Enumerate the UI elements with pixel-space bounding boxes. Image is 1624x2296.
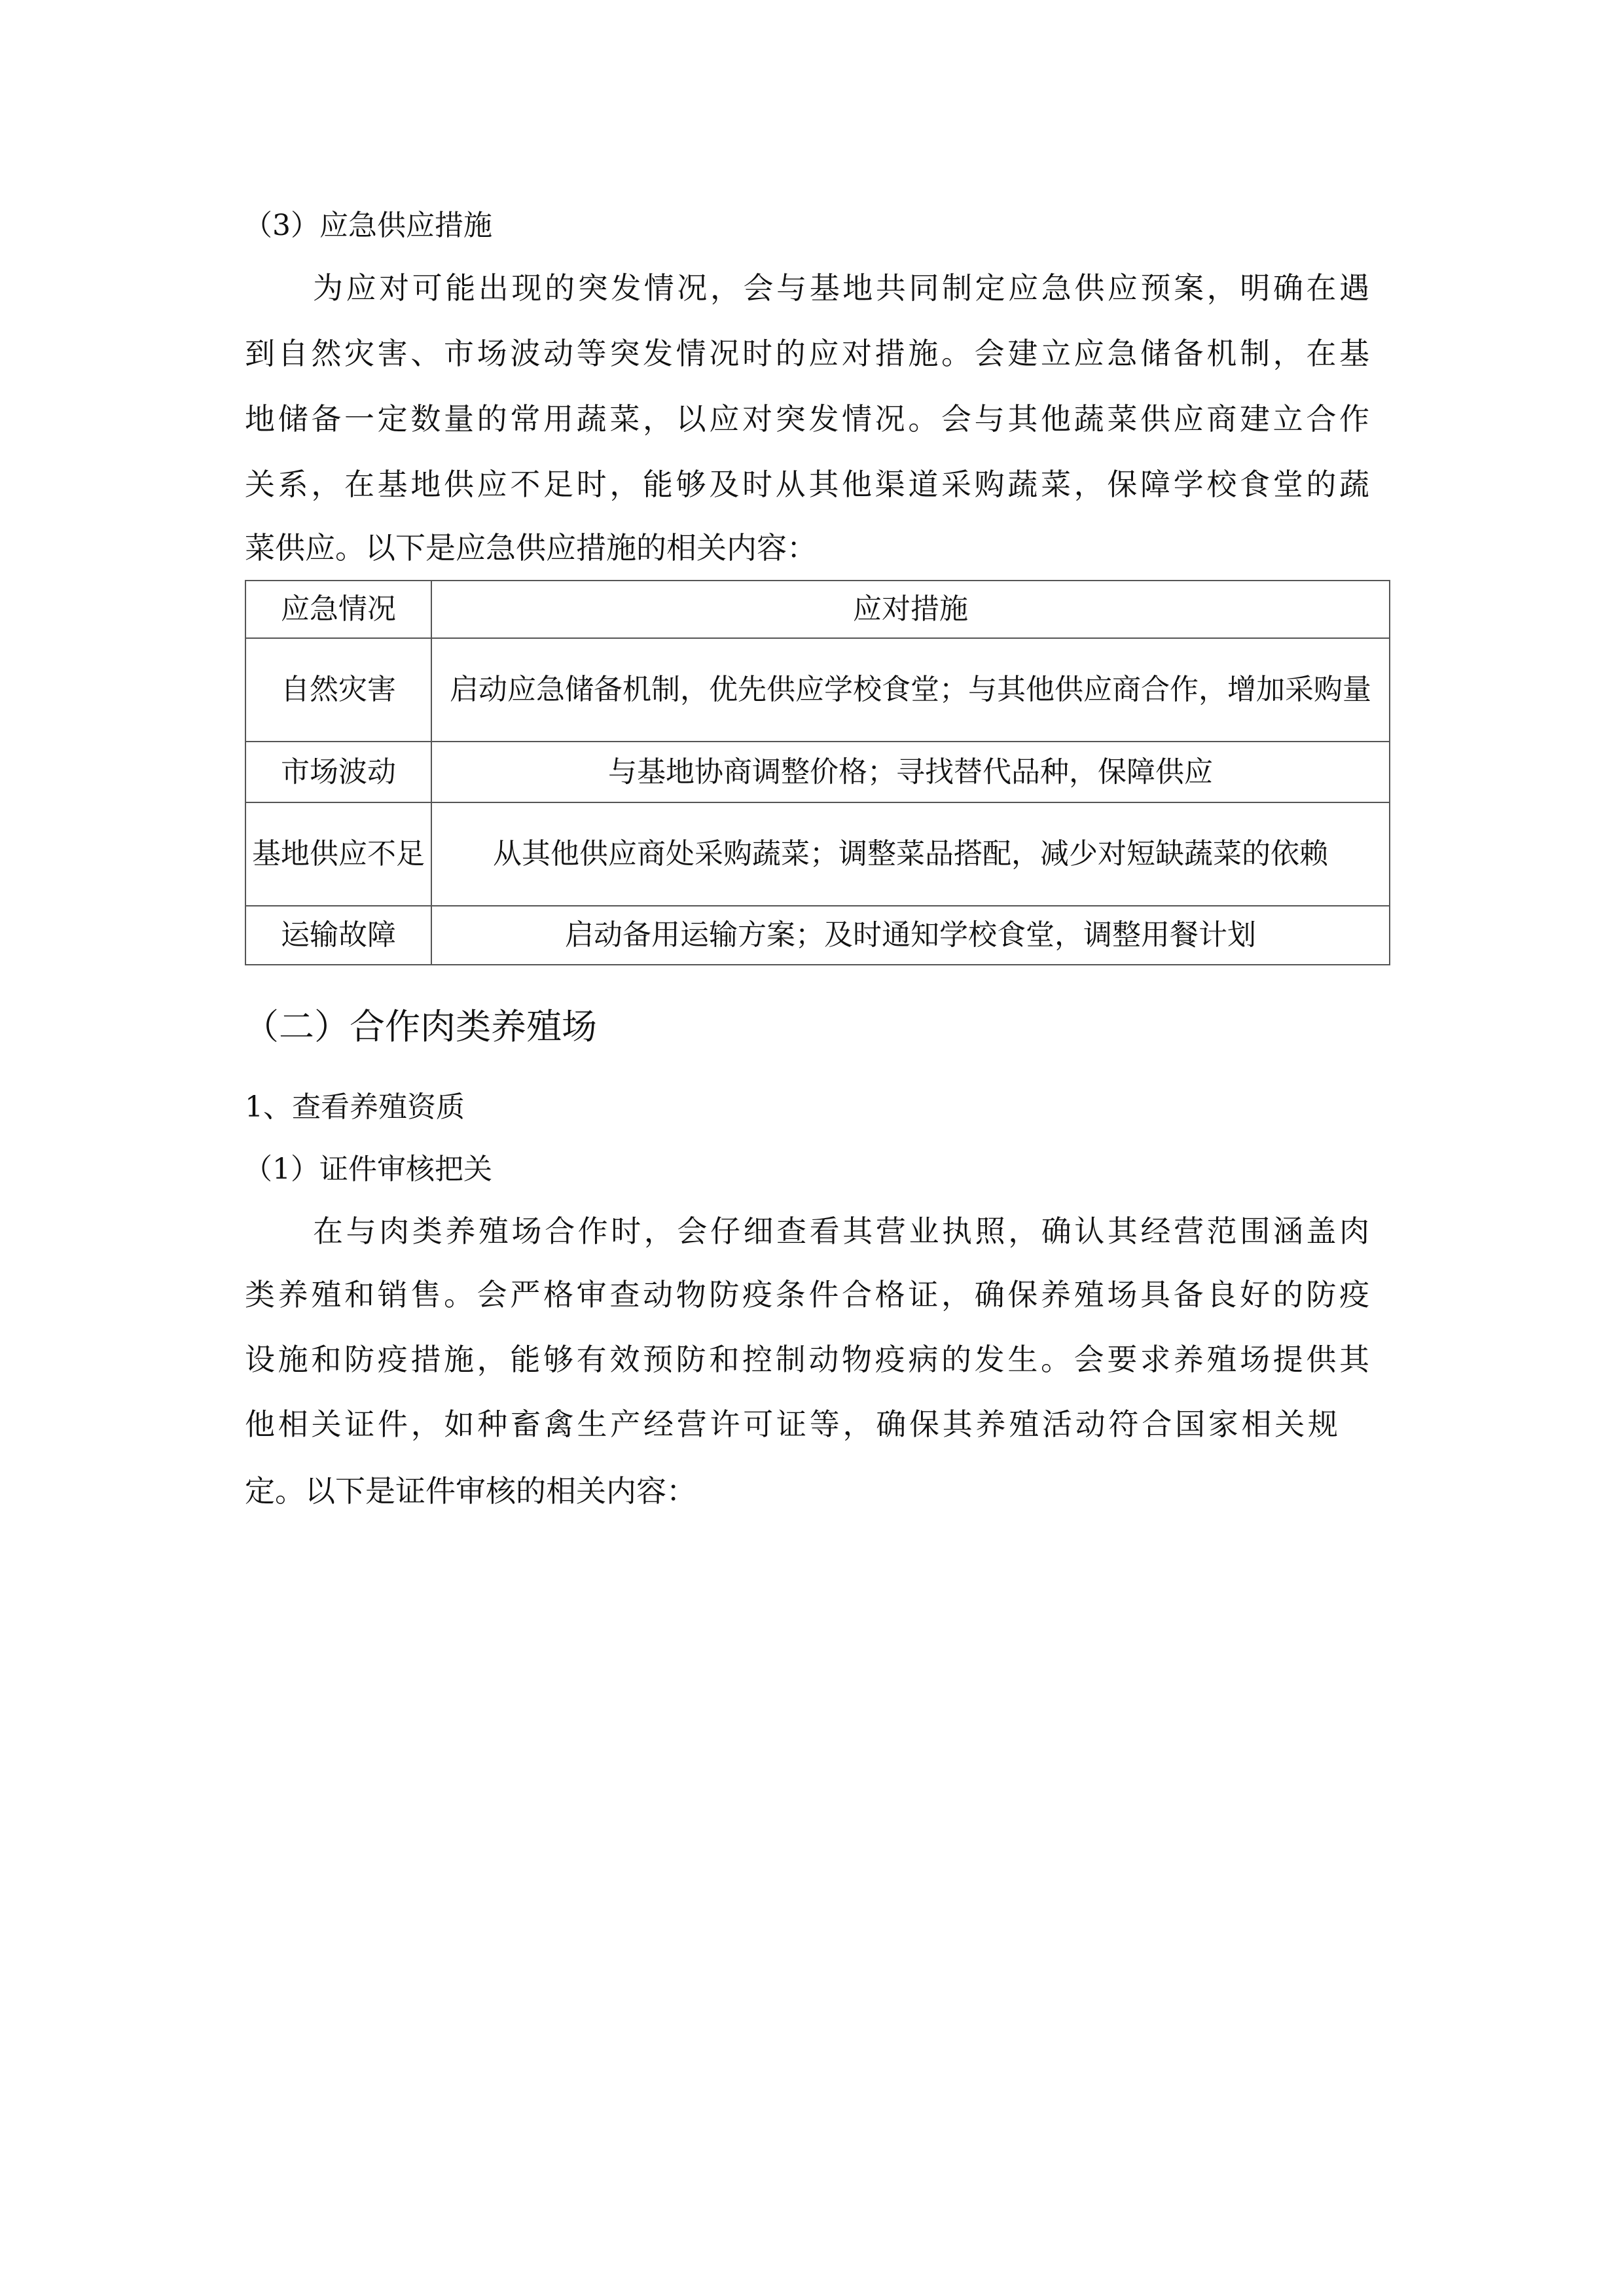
paragraph-line: 他相关证件，如种畜禽生产经营许可证等，确保其养殖活动符合国家相关规 (245, 1407, 1338, 1442)
table-row (245, 802, 1390, 906)
section-heading-meat-farm: （二）合作肉类养殖场 (244, 1006, 597, 1047)
table-row (245, 906, 1390, 965)
cell-measure: 与基地协商调整价格；寻找替代品种，保障供应 (431, 742, 1390, 802)
cell-situation: 自然灾害 (245, 638, 431, 742)
section-heading-emergency-supply: （3）应急供应措施 (244, 209, 492, 242)
header-situation: 应急情况 (245, 581, 431, 638)
paragraph-line: 类养殖和销售。会严格审查动物防疫条件合格证，确保养殖场具备良好的防疫 (245, 1277, 1369, 1312)
paragraph-line: 设施和防疫措施，能够有效预防和控制动物疫病的发生。会要求养殖场提供其 (245, 1342, 1369, 1377)
emergency-measures-table (245, 580, 1390, 965)
cell-situation: 运输故障 (245, 906, 431, 965)
cell-measure: 从其他供应商处采购蔬菜；调整菜品搭配，减少对短缺蔬菜的依赖 (431, 802, 1390, 906)
cell-situation: 基地供应不足 (245, 802, 431, 906)
cell-measure: 启动应急储备机制，优先供应学校食堂；与其他供应商合作，增加采购量 (431, 638, 1390, 742)
header-measure: 应对措施 (431, 581, 1390, 638)
table-row (245, 742, 1390, 802)
paragraph-line: 地储备一定数量的常用蔬菜，以应对突发情况。会与其他蔬菜供应商建立合作 (245, 401, 1369, 437)
table-row (245, 638, 1390, 742)
subheading-certificate-review: （1）证件审核把关 (244, 1153, 492, 1186)
paragraph-line: 在与肉类养殖场合作时，会仔细查看其营业执照，确认其经营范围涵盖肉 (313, 1213, 1369, 1249)
cell-situation: 市场波动 (245, 742, 431, 802)
paragraph-line: 菜供应。以下是应急供应措施的相关内容： (245, 530, 817, 565)
paragraph-line: 定。以下是证件审核的相关内容： (245, 1473, 696, 1509)
paragraph-line: 到自然灾害、市场波动等突发情况时的应对措施。会建立应急储备机制，在基 (245, 336, 1369, 371)
paragraph-line: 关系，在基地供应不足时，能够及时从其他渠道采购蔬菜，保障学校食堂的蔬 (245, 467, 1369, 502)
subheading-qualification: 1、查看养殖资质 (245, 1090, 465, 1124)
paragraph-line: 为应对可能出现的突发情况，会与基地共同制定应急供应预案，明确在遇 (313, 270, 1369, 306)
cell-measure: 启动备用运输方案；及时通知学校食堂，调整用餐计划 (431, 906, 1390, 965)
table-header-row (245, 581, 1390, 638)
